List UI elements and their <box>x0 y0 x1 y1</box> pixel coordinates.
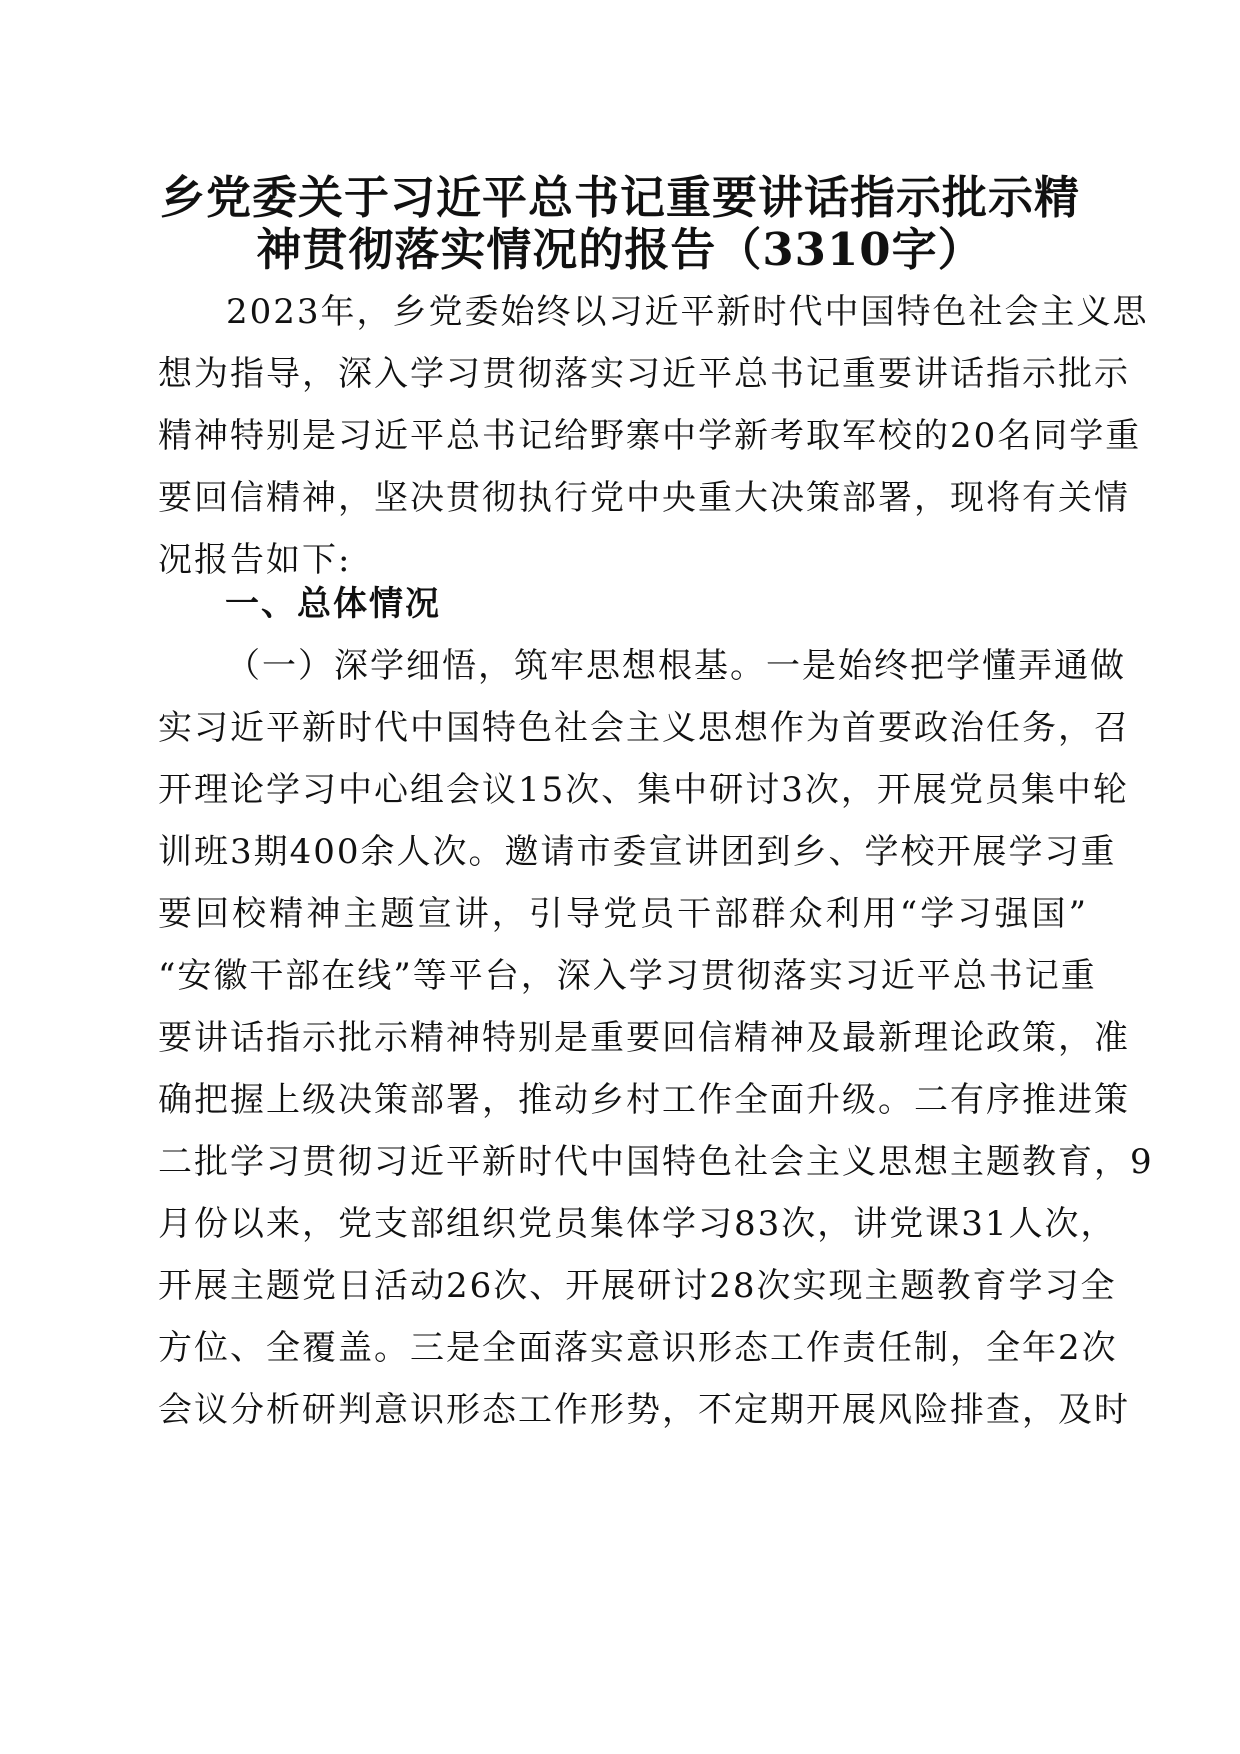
document-title-line-1: 乡党委关于习近平总书记重要讲话指示批示精 <box>159 171 1080 224</box>
section-line: 月份以来，党支部组织党员集体学习83次，讲党课31人次， <box>158 1204 1117 1244</box>
intro-line: 精神特别是习近平总书记给野寨中学新考取军校的20名同学重 <box>158 416 1142 456</box>
intro-line: 2023年，乡党委始终以习近平新时代中国特色社会主义思 <box>226 292 1149 332</box>
intro-paragraph <box>158 281 1149 591</box>
intro-line: 想为指导，深入学习贯彻落实习近平总书记重要讲话指示批示 <box>158 354 1130 394</box>
section-line: “安徽干部在线”等平台，深入学习贯彻落实习近平总书记重 <box>158 956 1097 996</box>
section-line: 开展主题党日活动26次、开展研讨28次实现主题教育学习全 <box>158 1266 1117 1306</box>
intro-line: 况报告如下: <box>158 540 352 580</box>
intro-line: 要回信精神，坚决贯彻执行党中央重大决策部署，现将有关情 <box>158 478 1130 518</box>
section-line: 确把握上级决策部署，推动乡村工作全面升级。二有序推进策 <box>158 1080 1130 1120</box>
section-line: 会议分析研判意识形态工作形势，不定期开展风险排查，及时 <box>158 1390 1130 1430</box>
section-line: 要讲话指示批示精神特别是重要回信精神及最新理论政策，准 <box>158 1018 1130 1058</box>
section-line: （一）深学细悟，筑牢思想根基。一是始终把学懂弄通做 <box>226 646 1126 686</box>
section-paragraph <box>158 635 1154 1441</box>
section-line: 二批学习贯彻习近平新时代中国特色社会主义思想主题教育，9 <box>158 1142 1154 1182</box>
section-line: 实习近平新时代中国特色社会主义思想作为首要政治任务，召 <box>158 708 1130 748</box>
section-line: 开理论学习中心组会议15次、集中研讨3次，开展党员集中轮 <box>158 770 1129 810</box>
section-line: 方位、全覆盖。三是全面落实意识形态工作责任制，全年2次 <box>158 1328 1118 1368</box>
section-line: 训班3期400余人次。邀请市委宣讲团到乡、学校开展学习重 <box>158 832 1117 872</box>
section-line: 要回校精神主题宣讲，引导党员干部群众利用“学习强国” <box>158 894 1088 934</box>
section-heading: 一、总体情况 <box>225 584 441 624</box>
document-title-line-2: 神贯彻落实情况的报告（3310字） <box>256 223 984 276</box>
